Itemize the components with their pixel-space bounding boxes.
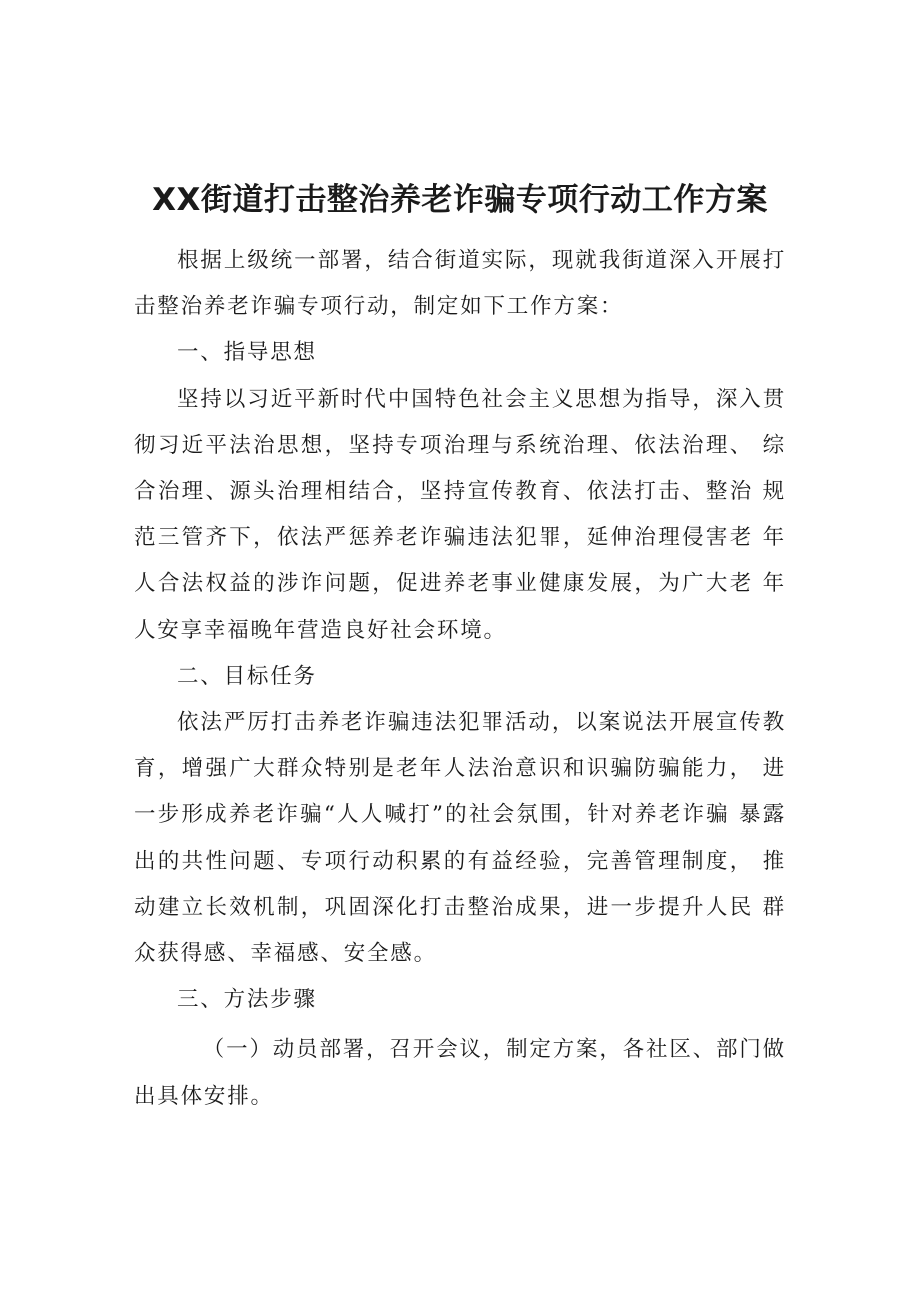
intro-paragraph: 根据上级统一部署，结合街道实际，现就我街道深入开展打击整治养老诈骗专项行动，制定如下工作方案： [134, 248, 786, 320]
document-title: XX街道打击整治养老诈骗专项行动工作方案 [152, 182, 768, 218]
section-heading-goals-tasks: 二、目标任务 [177, 663, 317, 689]
section-heading-guiding-ideology: 一、指导思想 [177, 340, 317, 366]
section-paragraph-guiding-ideology: 坚持以习近平新时代中国特色社会主义思想为指导，深入贯彻习近平法治思想，坚持专项治理与系统治理、依法治理、 综合治理、源头治理相结合，坚持宣传教育、依法打击、整治 规范三管齐下，依法严惩养老诈骗违法犯罪，延伸治理侵害老 年人合法权益的涉诈问题，促进养老事业健康发展，为广大老 年人安享幸福晚年营造良好社会环境。 [134, 386, 786, 643]
document-body [134, 238, 786, 1120]
section-heading-method-steps: 三、方法步骤 [177, 987, 317, 1013]
section-paragraph-goals-tasks: 依法严厉打击养老诈骗违法犯罪活动，以案说法开展宣传教育，增强广大群众特别是老年人法治意识和识骗防骗能力， 进一步形成养老诈骗“人人喊打”的社会氛围，针对养老诈骗 暴露出的共性问题、专项行动积累的有益经验，完善管理制度， 推动建立长效机制，巩固深化打击整治成果，进一步提升人民 群众获得感、幸福感、安全感。 [134, 710, 786, 967]
section-paragraph-method-steps: （一）动员部署，召开会议，制定方案，各社区、部门做出具体安排。 [134, 1037, 786, 1109]
